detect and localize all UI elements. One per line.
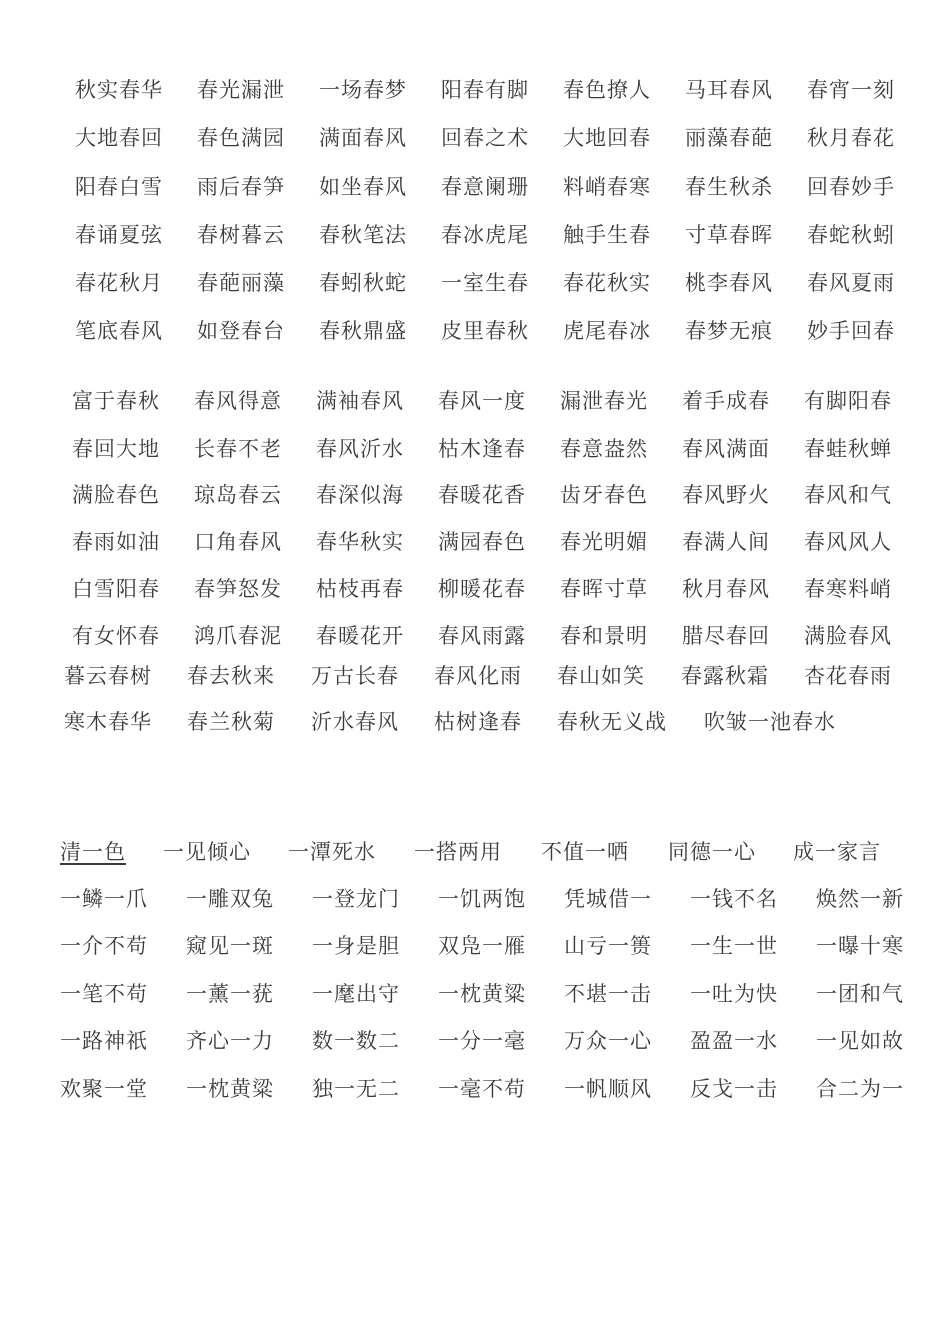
idiom-cell: 春诵夏弦	[75, 223, 163, 247]
idiom-cell: 合二为一	[816, 1077, 904, 1101]
idiom-cell: 一麾出守	[312, 982, 400, 1006]
idiom-cell: 回春妙手	[807, 175, 895, 199]
idiom-cell: 春蚓秋蛇	[319, 271, 407, 295]
idiom-row	[0, 434, 950, 464]
idiom-cell: 回春之术	[441, 126, 529, 150]
idiom-cell: 数一数二	[312, 1029, 400, 1053]
idiom-cell: 一见倾心	[163, 840, 251, 864]
idiom-cell: 如坐春风	[319, 175, 407, 199]
idiom-cell: 秋月春风	[682, 577, 770, 601]
idiom-row	[0, 172, 950, 202]
idiom-cell: 腊尽春回	[682, 624, 770, 648]
idiom-cell: 暮云春树	[64, 664, 152, 688]
idiom-cell: 春风野火	[682, 483, 770, 507]
idiom-cell: 一团和气	[816, 982, 904, 1006]
idiom-row	[0, 837, 950, 867]
idiom-cell: 春去秋来	[187, 664, 275, 688]
idiom-cell: 枯木逢春	[438, 437, 526, 461]
idiom-cell: 反戈一击	[690, 1077, 778, 1101]
idiom-cell: 春风得意	[194, 389, 282, 413]
idiom-cell: 妙手回春	[807, 319, 895, 343]
idiom-cell: 春雨如油	[72, 530, 160, 554]
idiom-cell: 春葩丽藻	[197, 271, 285, 295]
idiom-cell: 枯树逢春	[434, 710, 522, 734]
idiom-cell: 白雪阳春	[72, 577, 160, 601]
idiom-cell: 春风和气	[804, 483, 892, 507]
idiom-cell: 一生一世	[690, 934, 778, 958]
idiom-cell: 欢聚一堂	[60, 1077, 148, 1101]
idiom-row	[0, 1026, 950, 1056]
idiom-cell: 触手生春	[563, 223, 651, 247]
idiom-cell: 春风满面	[682, 437, 770, 461]
idiom-cell: 有脚阳春	[804, 389, 892, 413]
idiom-cell: 春蛙秋蝉	[804, 437, 892, 461]
idiom-cell: 春晖寸草	[560, 577, 648, 601]
idiom-row	[0, 268, 950, 298]
idiom-cell: 柳暖花春	[438, 577, 526, 601]
idiom-cell: 料峭春寒	[563, 175, 651, 199]
idiom-cell: 寒木春华	[64, 710, 152, 734]
idiom-cell: 一室生春	[441, 271, 529, 295]
idiom-cell: 桃李春风	[685, 271, 773, 295]
idiom-cell: 着手成春	[682, 389, 770, 413]
idiom-cell: 漏泄春光	[560, 389, 648, 413]
idiom-cell: 满园春色	[438, 530, 526, 554]
idiom-cell: 春寒料峭	[804, 577, 892, 601]
idiom-cell: 马耳春风	[685, 78, 773, 102]
idiom-cell: 雨后春笋	[197, 175, 285, 199]
idiom-cell: 春风化雨	[434, 664, 522, 688]
idiom-row	[0, 707, 950, 737]
idiom-cell: 笔底春风	[75, 319, 163, 343]
idiom-cell: 寸草春晖	[685, 223, 773, 247]
idiom-cell: 焕然一新	[816, 887, 904, 911]
idiom-cell: 春暖花香	[438, 483, 526, 507]
idiom-row	[0, 480, 950, 510]
idiom-cell: 一雕双兔	[186, 887, 274, 911]
idiom-cell: 万众一心	[564, 1029, 652, 1053]
idiom-cell: 一帆顺风	[564, 1077, 652, 1101]
idiom-cell: 虎尾春冰	[563, 319, 651, 343]
idiom-cell: 春和景明	[560, 624, 648, 648]
idiom-cell: 不堪一击	[564, 982, 652, 1006]
idiom-row	[0, 574, 950, 604]
idiom-cell: 一饥两饱	[438, 887, 526, 911]
idiom-cell: 春秋鼎盛	[319, 319, 407, 343]
idiom-row	[0, 1074, 950, 1104]
idiom-row	[0, 75, 950, 105]
idiom-row	[0, 979, 950, 1009]
idiom-cell: 满脸春风	[804, 624, 892, 648]
idiom-cell: 一枕黄粱	[438, 982, 526, 1006]
idiom-cell: 大地春回	[75, 126, 163, 150]
idiom-cell: 秋月春花	[807, 126, 895, 150]
idiom-cell: 有女怀春	[72, 624, 160, 648]
idiom-cell: 大地回春	[563, 126, 651, 150]
idiom-cell: 一身是胆	[312, 934, 400, 958]
idiom-cell: 春华秋实	[316, 530, 404, 554]
idiom-cell: 满脸春色	[72, 483, 160, 507]
idiom-row	[0, 316, 950, 346]
idiom-cell: 春色满园	[197, 126, 285, 150]
idiom-cell: 琼岛春云	[194, 483, 282, 507]
idiom-cell: 春风雨露	[438, 624, 526, 648]
idiom-cell: 春梦无痕	[685, 319, 773, 343]
idiom-cell: 一毫不苟	[438, 1077, 526, 1101]
idiom-cell: 春秋无义战	[557, 710, 667, 734]
idiom-cell: 春秋笔法	[319, 223, 407, 247]
idiom-cell: 枯枝再春	[316, 577, 404, 601]
idiom-cell: 鸿爪春泥	[194, 624, 282, 648]
idiom-cell: 独一无二	[312, 1077, 400, 1101]
idiom-cell: 一笔不苟	[60, 982, 148, 1006]
idiom-cell: 杏花春雨	[804, 664, 892, 688]
idiom-cell: 春花秋月	[75, 271, 163, 295]
idiom-cell: 同德一心	[668, 840, 756, 864]
idiom-cell: 丽藻春葩	[685, 126, 773, 150]
idiom-cell: 春回大地	[72, 437, 160, 461]
idiom-cell: 万古长春	[311, 664, 399, 688]
idiom-cell: 一分一毫	[438, 1029, 526, 1053]
idiom-cell: 春意阑珊	[441, 175, 529, 199]
idiom-cell: 春暖花开	[316, 624, 404, 648]
idiom-cell: 吹皱一池春水	[704, 710, 836, 734]
idiom-cell: 一介不苟	[60, 934, 148, 958]
idiom-cell: 一吐为快	[690, 982, 778, 1006]
idiom-cell: 盈盈一水	[690, 1029, 778, 1053]
idiom-cell: 春冰虎尾	[441, 223, 529, 247]
idiom-row	[0, 527, 950, 557]
idiom-cell: 一曝十寒	[816, 934, 904, 958]
idiom-cell: 春风一度	[438, 389, 526, 413]
idiom-cell: 一薰一莸	[186, 982, 274, 1006]
idiom-cell: 皮里春秋	[441, 319, 529, 343]
idiom-cell: 如登春台	[197, 319, 285, 343]
idiom-cell: 一见如故	[816, 1029, 904, 1053]
idiom-cell: 满面春风	[319, 126, 407, 150]
idiom-row	[0, 884, 950, 914]
idiom-cell: 阳春白雪	[75, 175, 163, 199]
idiom-cell: 一搭两用	[414, 840, 502, 864]
idiom-row	[0, 931, 950, 961]
idiom-cell: 春光明媚	[560, 530, 648, 554]
idiom-row	[0, 386, 950, 416]
idiom-cell: 春风夏雨	[807, 271, 895, 295]
idiom-cell: 春蛇秋蚓	[807, 223, 895, 247]
idiom-cell: 不值一哂	[541, 840, 629, 864]
idiom-row	[0, 123, 950, 153]
idiom-cell: 满袖春风	[316, 389, 404, 413]
idiom-cell: 山亏一篑	[564, 934, 652, 958]
idiom-cell: 春露秋霜	[681, 664, 769, 688]
idiom-cell: 一潭死水	[288, 840, 376, 864]
idiom-row	[0, 661, 950, 691]
idiom-cell: 春深似海	[316, 483, 404, 507]
idiom-cell: 春满人间	[682, 530, 770, 554]
idiom-cell: 一登龙门	[312, 887, 400, 911]
idiom-cell: 春兰秋菊	[187, 710, 275, 734]
idiom-cell: 春花秋实	[563, 271, 651, 295]
idiom-cell: 双凫一雁	[438, 934, 526, 958]
idiom-cell: 春意盎然	[560, 437, 648, 461]
idiom-cell: 阳春有脚	[441, 78, 529, 102]
idiom-cell: 一鳞一爪	[60, 887, 148, 911]
idiom-cell: 春宵一刻	[807, 78, 895, 102]
idiom-cell: 齿牙春色	[560, 483, 648, 507]
idiom-cell: 春色撩人	[563, 78, 651, 102]
idiom-cell: 春山如笑	[557, 664, 645, 688]
idiom-cell: 一场春梦	[319, 78, 407, 102]
idiom-cell: 长春不老	[194, 437, 282, 461]
idiom-cell: 春光漏泄	[197, 78, 285, 102]
idiom-cell: 富于春秋	[72, 389, 160, 413]
idiom-cell: 口角春风	[194, 530, 282, 554]
idiom-cell: 凭城借一	[564, 887, 652, 911]
idiom-cell: 春树暮云	[197, 223, 285, 247]
idiom-cell-underlined: 清一色	[60, 840, 126, 864]
idiom-cell: 春风风人	[804, 530, 892, 554]
idiom-cell: 一路神祇	[60, 1029, 148, 1053]
idiom-cell: 春笋怒发	[194, 577, 282, 601]
idiom-cell: 窥见一斑	[186, 934, 274, 958]
idiom-cell: 秋实春华	[75, 78, 163, 102]
idiom-cell: 一枕黄粱	[186, 1077, 274, 1101]
idiom-cell: 一钱不名	[690, 887, 778, 911]
idiom-cell: 齐心一力	[186, 1029, 274, 1053]
idiom-cell: 沂水春风	[311, 710, 399, 734]
idiom-cell: 春风沂水	[316, 437, 404, 461]
idiom-cell: 春生秋杀	[685, 175, 773, 199]
idiom-cell: 成一家言	[793, 840, 881, 864]
idiom-row	[0, 621, 950, 651]
idiom-row	[0, 220, 950, 250]
